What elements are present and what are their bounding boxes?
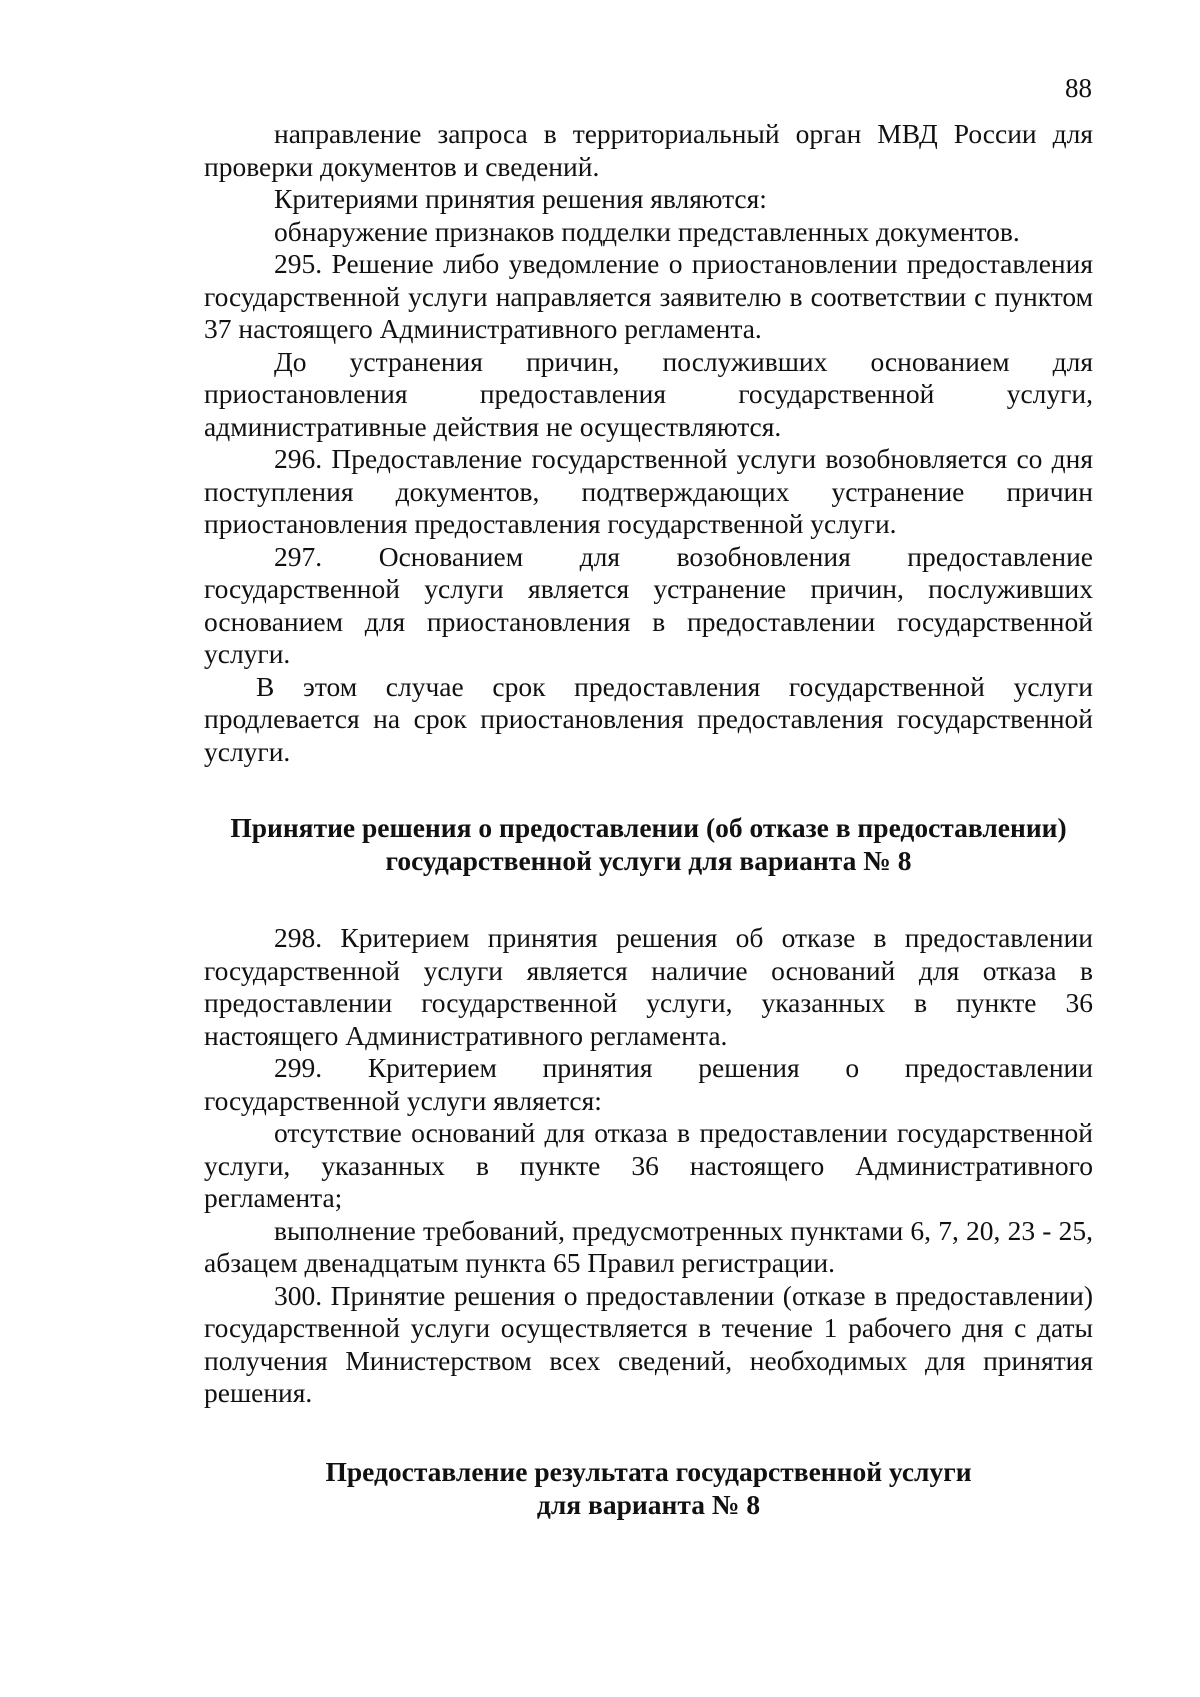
paragraph: 299. Критерием принятия решения о предоставлении государственной услуги является: bbox=[204, 1052, 1093, 1116]
paragraph: До устранения причин, послуживших основанием для приостановления предоставления государственной услуги, административные действия не осуществляются. bbox=[204, 345, 1093, 442]
section-heading-line: Предоставление результата государственной услуги bbox=[325, 1455, 972, 1487]
section-heading-line: государственной услуги для варианта № 8 bbox=[385, 845, 912, 876]
section-heading-line: Принятие решения о предоставлении (об отказе в предоставлении) bbox=[230, 812, 1067, 843]
paragraph: обнаружение признаков подделки представленных документов. bbox=[274, 215, 1020, 247]
section-heading bbox=[204, 811, 1093, 877]
paragraph: 295. Решение либо уведомление о приостановлении предоставления государственной услуги направляется заявителю в соответствии с пунктом 37 настоящего Административного регламента. bbox=[204, 248, 1093, 344]
paragraph: 298. Критерием принятия решения об отказе в предоставлении государственной услуги является наличие оснований для отказа в предоставлении государственной услуги, указанных в пункте 36 настоящего Административного регламента. bbox=[204, 922, 1093, 1051]
paragraph: В этом случае срок предоставления государственной услуги продлевается на срок приостановления предоставления государственной услуги. bbox=[204, 670, 1093, 767]
paragraph: выполнение требований, предусмотренных пунктами 6, 7, 20, 23 - 25, абзацем двенадцатым пункта 65 Правил регистрации. bbox=[204, 1214, 1093, 1278]
paragraph: направление запроса в территориальный орган МВД России для проверки документов и сведений. bbox=[204, 118, 1093, 182]
paragraph: отсутствие оснований для отказа в предоставлении государственной услуги, указанных в пункте 36 настоящего Административного регламента; bbox=[204, 1117, 1093, 1213]
paragraph: 296. Предоставление государственной услуги возобновляется со дня поступления документов, подтверждающих устранение причин приостановления предоставления государственной услуги. bbox=[204, 443, 1093, 539]
paragraph: 300. Принятие решения о предоставлении (отказе в предоставлении) государственной услуги осуществляется в течение 1 рабочего дня с даты получения Министерством всех сведений, необходимых для принятия решения. bbox=[204, 1279, 1093, 1408]
section-heading bbox=[204, 1455, 1093, 1521]
page-number: 88 bbox=[1065, 73, 1092, 103]
section-heading-line: для варианта № 8 bbox=[536, 1488, 761, 1520]
document-body bbox=[204, 118, 1093, 1521]
paragraph: 297. Основанием для возобновления предоставление государственной услуги является устранение причин, послуживших основанием для приостановления в предоставлении государственной услуги. bbox=[204, 540, 1093, 669]
paragraph: Критериями принятия решения являются: bbox=[274, 183, 767, 214]
